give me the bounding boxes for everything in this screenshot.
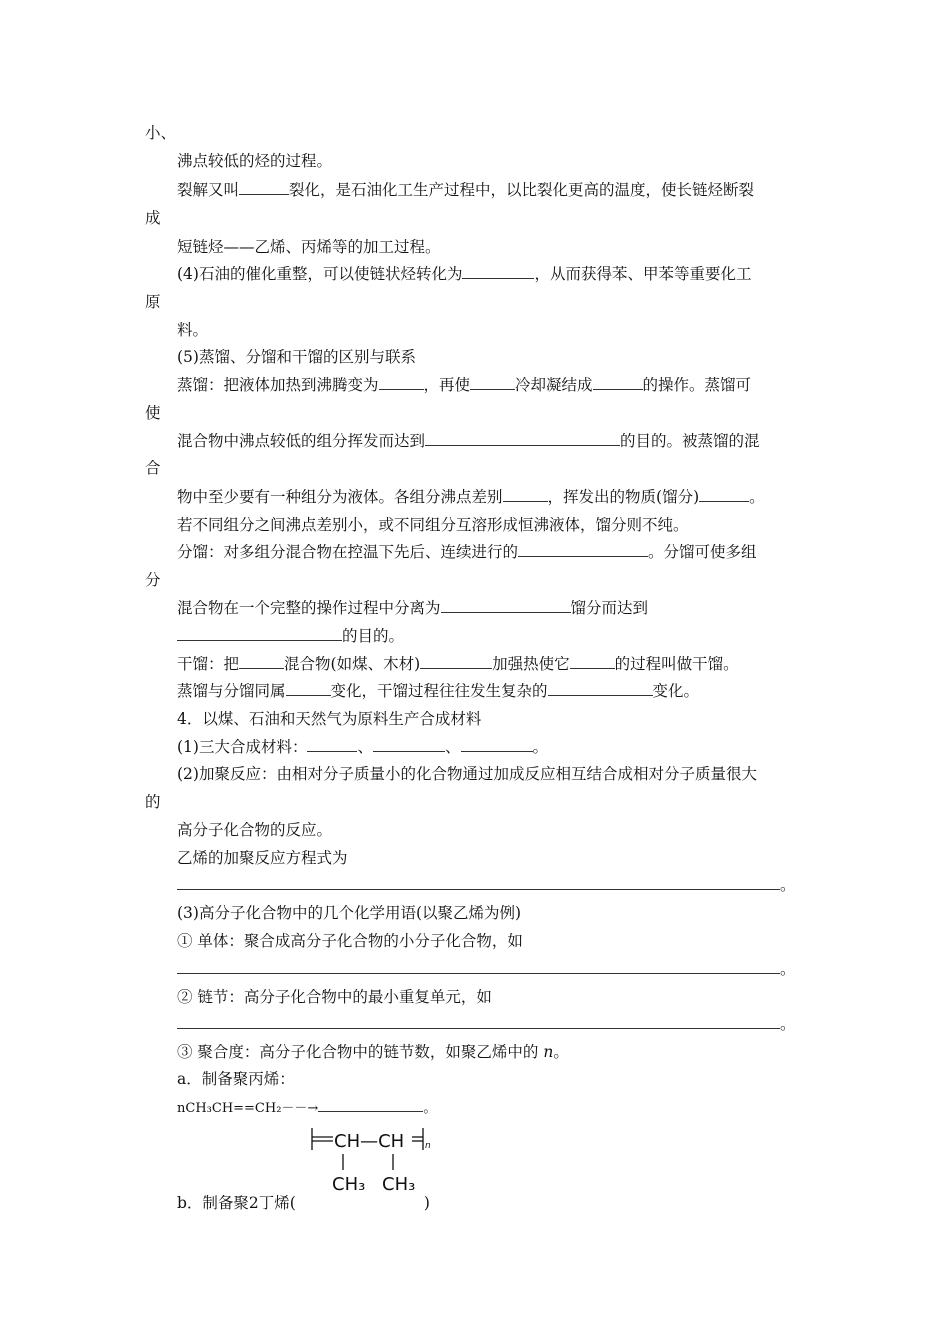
blank-field[interactable] <box>462 264 534 279</box>
text-line: 蒸馏与分馏同属 变化，干馏过程往往发生复杂的 变化。 <box>177 682 700 700</box>
blank-field[interactable] <box>318 1097 423 1112</box>
text-line: 裂解又叫 裂化，是石油化工生产过程中，以比裂化更高的温度，使长链烃断裂 <box>177 181 755 199</box>
blank-field[interactable] <box>177 877 780 890</box>
blank-field[interactable] <box>239 654 284 669</box>
text-line: 乙烯的加聚反应方程式为 <box>177 849 348 867</box>
text-line: 物中至少要有一种组分为液体。各组分沸点差别 ，挥发出的物质(馏分) 。 <box>177 488 765 506</box>
methyl-group: CH₃ <box>382 1174 416 1195</box>
blank-field[interactable] <box>177 626 342 641</box>
text-line: a．制备聚丙烯： <box>177 1070 295 1088</box>
section-heading: (5)蒸馏、分馏和干馏的区别与联系 <box>177 348 416 366</box>
blank-field[interactable] <box>518 542 648 557</box>
blank-field[interactable] <box>307 737 357 752</box>
blank-field[interactable] <box>373 737 445 752</box>
section-heading: (3)高分子化合物中的几个化学用语(以聚乙烯为例) <box>177 904 522 922</box>
blank-field[interactable] <box>461 737 533 752</box>
text-line: (4)石油的催化重整，可以使链状烃转化为 ，从而获得苯、甲苯等重要化工 <box>177 265 752 283</box>
blank-field[interactable] <box>470 375 515 390</box>
text-line: 的目的。 <box>177 626 857 646</box>
blank-field[interactable] <box>177 1016 780 1029</box>
section-heading: 4．以煤、石油和天然气为原料生产合成材料 <box>177 710 482 728</box>
text-line: 混合物中沸点较低的组分挥发而达到 的目的。被蒸馏的混 <box>177 432 760 450</box>
text-line: 短链烃——乙烯、丙烯等的加工过程。 <box>177 238 441 256</box>
blank-field[interactable] <box>379 375 424 390</box>
text-line: 分 <box>145 571 161 589</box>
svg-text:n: n <box>425 1141 431 1151</box>
blank-field[interactable] <box>420 654 492 669</box>
formula-line: nCH₃CH==CH₂－－→ 。 <box>177 1097 857 1119</box>
answer-line: 。 <box>177 959 857 979</box>
text-line: ① 单体：聚合成高分子化合物的小分子化合物，如 <box>177 932 523 950</box>
text-line: (2)加聚反应：由相对分子质量小的化合物通过加成反应相互结合成相对分子质量很大 <box>177 765 757 783</box>
blank-field[interactable] <box>699 487 749 502</box>
blank-field[interactable] <box>239 180 289 195</box>
poly-2-butene-structure <box>310 1128 450 1198</box>
text-line: ② 链节：高分子化合物中的最小重复单元，如 <box>177 988 492 1006</box>
blank-field[interactable] <box>441 598 571 613</box>
blank-field[interactable] <box>548 681 653 696</box>
answer-line: 。 <box>177 1014 857 1034</box>
text-line: ③ 聚合度：高分子化合物中的链节数，如聚乙烯中的 n。 <box>177 1043 569 1061</box>
text-line: 使 <box>145 404 161 422</box>
blank-field[interactable] <box>286 681 331 696</box>
text-line: 沸点较低的烃的过程。 <box>177 152 333 170</box>
main-chain: CH—CH <box>334 1131 405 1152</box>
text-line: 干馏：把 混合物(如煤、木材) 加强热使它 的过程叫做干馏。 <box>177 655 739 673</box>
text-line: 小、 <box>145 124 177 142</box>
text-line: 合 <box>145 459 161 477</box>
text-line: 若不同组分之间沸点差别小，或不同组分互溶形成恒沸液体，馏分则不纯。 <box>177 516 689 534</box>
text-line: 的 <box>145 793 161 811</box>
text-line: 混合物在一个完整的操作过程中分离为 馏分而达到 <box>177 599 649 617</box>
blank-field[interactable] <box>593 375 643 390</box>
methyl-group: CH₃ <box>332 1174 366 1195</box>
text-line: 高分子化合物的反应。 <box>177 821 333 839</box>
text-line: 原 <box>145 293 161 311</box>
text-line: (1)三大合成材料： 、 、 。 <box>177 738 549 756</box>
text-line: 蒸馏：把液体加热到沸腾变为 ，再使 冷却凝结成 的操作。蒸馏可 <box>177 376 752 394</box>
text-line: 料。 <box>177 321 209 339</box>
text-line: b．制备聚2丁烯( ) <box>177 1194 430 1212</box>
answer-line: 。 <box>177 875 857 895</box>
blank-field[interactable] <box>503 487 548 502</box>
blank-field[interactable] <box>425 431 620 446</box>
text-line: 成 <box>145 209 161 227</box>
blank-field[interactable] <box>570 654 615 669</box>
text-line: 分馏：对多组分混合物在控温下先后、连续进行的 。分馏可使多组 <box>177 543 757 561</box>
blank-field[interactable] <box>177 961 780 974</box>
